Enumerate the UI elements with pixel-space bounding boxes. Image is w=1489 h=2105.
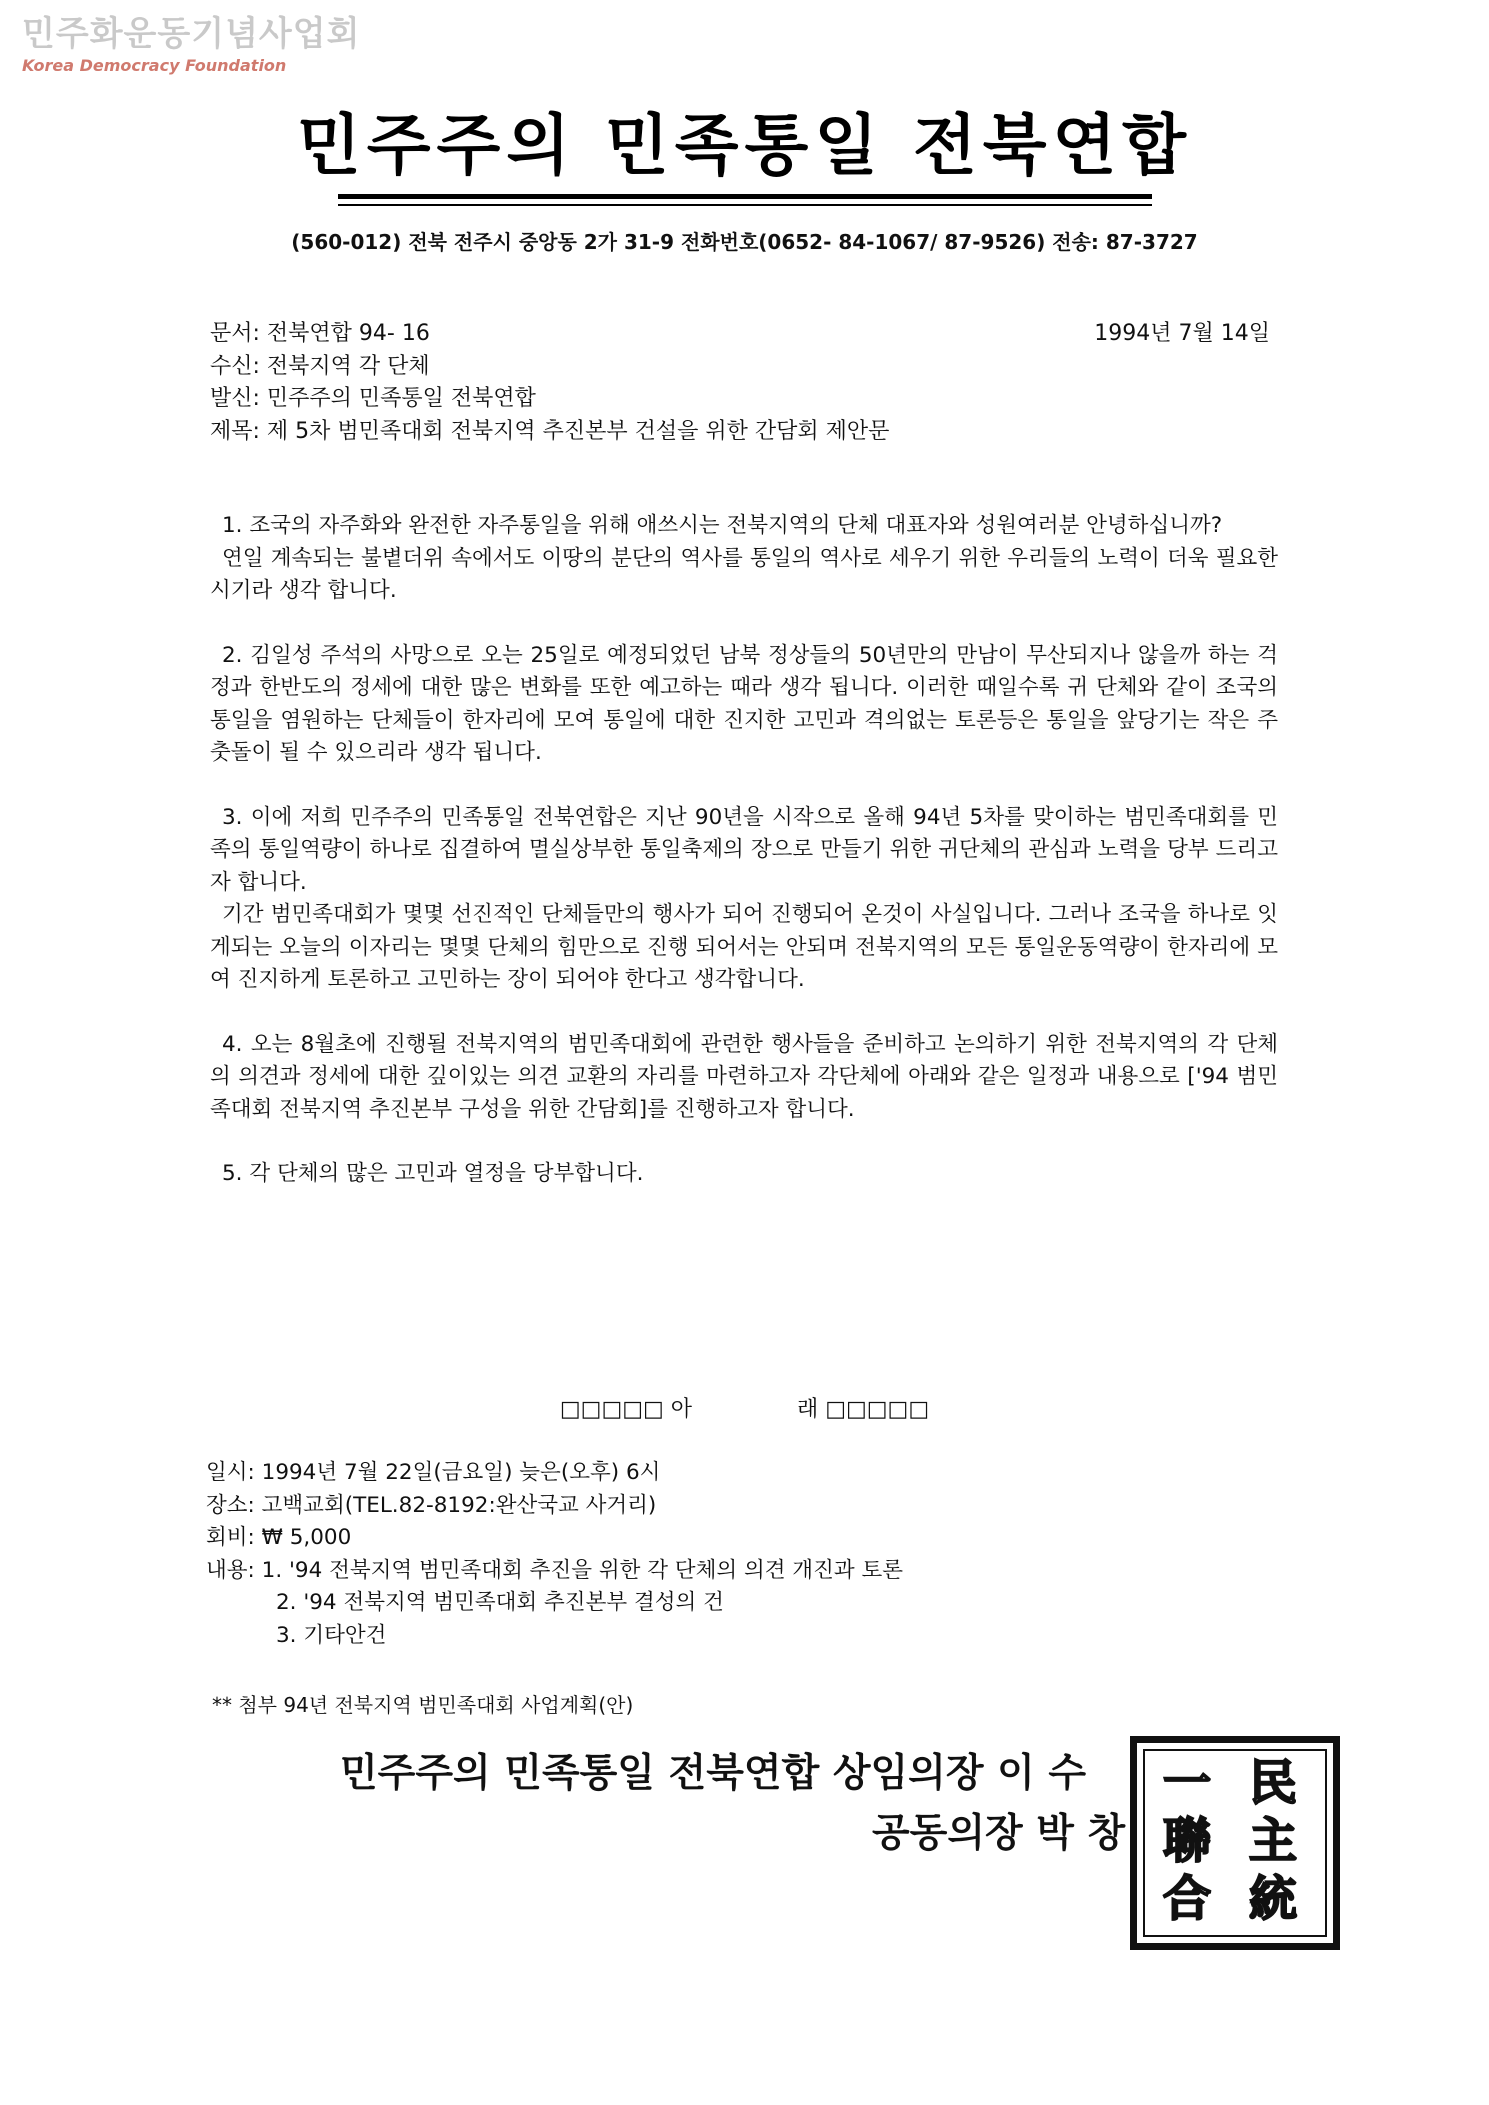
doc-number-label: 문서: xyxy=(210,321,260,346)
seal-char: 主 xyxy=(1249,1813,1298,1869)
paragraph-1b: 연일 계속되는 불볕더위 속에서도 이땅의 분단의 역사를 통일의 역사로 세우기 위한 우리들의 노력이 더욱 필요한 시기라 생각 합니다. xyxy=(210,545,1278,603)
paragraph-2: 2. 김일성 주석의 사망으로 오는 25일로 예정되었던 남북 정상들의 50년만의 만남이 무산되지나 않을까 하는 걱정과 한반도의 정세에 대한 많은 변화를 또한 예고하는 때라 생각 됩니다. 이러한 때일수록 귀 단체와 같이 조국의 통일을 염원하는 단체들이 한자리에 모여 통일에 대한 진지한 고민과 격의없는 토론등은 통일을 앞당기는 작은 주춧돌이 될 수 있으리라 생각 됩니다. xyxy=(210,642,1278,765)
sender-value: 민주주의 민족통일 전북연합 xyxy=(266,386,536,411)
fee-row xyxy=(206,1522,1256,1555)
signature-line-2: 공동의장 박 창 xyxy=(872,1811,1126,1856)
signature-block xyxy=(340,1744,1160,1864)
subject-label: 제목: xyxy=(210,418,260,444)
document-meta xyxy=(210,318,1270,448)
signature-line-1: 민주주의 민족통일 전북연합 상임의장 이 수 xyxy=(340,1751,1087,1796)
letterhead-address: (560-012) 전북 전주시 중앙동 2가 31-9 전화번호(0652- 84-1067/ 87-9526) 전송: 87-3727 xyxy=(291,230,1198,254)
subject-value: 제 5차 범민족대회 전북지역 추진본부 건설을 위한 간담회 제안문 xyxy=(266,418,890,444)
fee-value: ₩ 5,000 xyxy=(261,1525,352,1550)
paragraph-5: 5. 각 단체의 많은 고민과 열정을 당부합니다. xyxy=(222,1161,644,1186)
seal-char: 合 xyxy=(1163,1871,1212,1927)
recipient-row xyxy=(210,351,1270,384)
content-item-1: 1. '94 전북지역 범민족대회 추진을 위한 각 단체의 의견 개진과 토론 xyxy=(261,1557,903,1583)
paragraph-1a: 1. 조국의 자주화와 완전한 자주통일을 위해 애쓰시는 전북지역의 단체 대표자와 성원여러분 안녕하십니까? xyxy=(222,513,1223,538)
content-item-3: 3. 기타안건 xyxy=(276,1622,387,1648)
sender-label: 발신: xyxy=(210,386,260,411)
watermark xyxy=(22,14,360,76)
letterhead-title: 민주주의 민족통일 전북연합 xyxy=(296,107,1193,184)
recipient-label: 수신: xyxy=(210,353,260,379)
title-rule-thin xyxy=(338,204,1152,206)
sender-row xyxy=(210,383,1270,416)
where-row xyxy=(206,1490,1256,1523)
when-row xyxy=(206,1457,1256,1490)
content-row xyxy=(206,1555,1256,1588)
recipient-value: 전북지역 각 단체 xyxy=(266,353,430,379)
when-value: 1994년 7월 22일(금요일) 늦은(오후) 6시 xyxy=(261,1460,661,1485)
seal-char: 民 xyxy=(1249,1755,1298,1811)
paragraph-4: 4. 오는 8월초에 진행될 전북지역의 범민족대회에 관련한 행사들을 준비하고 논의하기 위한 전북지역의 각 단체의 의견과 정세에 대한 깊이있는 의견 교환의 자리를 마련하고자 각단체에 아래와 같은 일정과 내용으로 ['94 범민족대회 전북지역 추진본부 구성을 위한 간담회]를 진행하고자 합니다. xyxy=(210,1031,1278,1122)
attachment-note: ** 첨부 94년 전북지역 범민족대회 사업계획(안) xyxy=(212,1693,634,1717)
where-label: 장소: xyxy=(206,1492,255,1518)
letter-body xyxy=(210,510,1278,1223)
watermark-english: Korea Democracy Foundation xyxy=(22,56,287,75)
doc-number-value: 전북연합 94- 16 xyxy=(266,321,430,346)
seal-char: 一 xyxy=(1163,1755,1212,1811)
seal-char: 統 xyxy=(1249,1871,1298,1927)
where-value: 고백교회(TEL.82-8192:완산국교 사거리) xyxy=(261,1492,657,1518)
document-date: 1994년 7월 14일 xyxy=(1094,321,1270,346)
watermark-korean: 민주화운동기념사업회 xyxy=(22,14,361,54)
seal-char: 聯 xyxy=(1163,1813,1212,1869)
paragraph-3a: 3. 이에 저희 민주주의 민족통일 전북연합은 지난 90년을 시작으로 올해 94년 5차를 맞이하는 범민족대회를 민족의 통일역량이 하나로 집결하여 멸실상부한 통일축제의 장으로 만들기 위한 귀단체의 관심과 노력을 당부 드리고자 합니다. xyxy=(210,804,1278,895)
when-label: 일시: xyxy=(206,1460,255,1485)
below-heading: □□□□□ 아 래 □□□□□ xyxy=(559,1397,930,1422)
paragraph-3b: 기간 범민족대회가 몇몇 선진적인 단체들만의 행사가 되어 진행되어 온것이 사실입니다. 그러나 조국을 하나로 잇게되는 오늘의 이자리는 몇몇 단체의 힘만으로 진행 되어서는 안되며 전북지역의 모든 통일운동역량이 한자리에 모여 진지하게 토론하고 고민하는 장이 되어야 한다고 생각합니다. xyxy=(210,902,1278,992)
event-details xyxy=(206,1457,1256,1652)
fee-label: 회비: xyxy=(206,1525,255,1550)
official-seal xyxy=(1130,1736,1340,1950)
content-item-2: 2. '94 전북지역 범민족대회 추진본부 결성의 건 xyxy=(276,1590,724,1615)
subject-row xyxy=(210,416,1270,449)
content-label: 내용: xyxy=(206,1557,255,1583)
title-rule-thick xyxy=(338,194,1152,199)
